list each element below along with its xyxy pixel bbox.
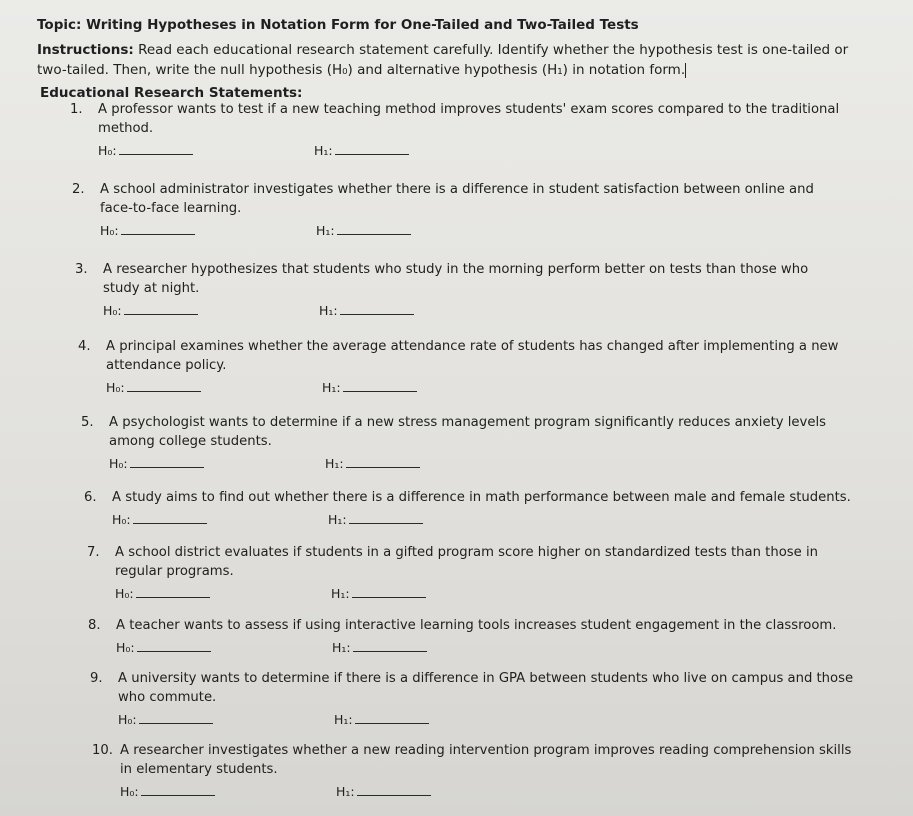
h1-field [314,141,409,160]
h0-blank[interactable] [124,314,198,315]
hypothesis-row [103,301,855,321]
h0-field [98,141,193,160]
h1-label: H₁: [336,784,355,799]
h1-field [332,638,427,657]
h0-blank[interactable] [137,651,211,652]
question-1 [70,100,850,161]
question-text-line1: A researcher hypothesizes that students who study in the morning perform better on tests than those who [103,262,809,277]
hypothesis-row [100,221,852,241]
h1-blank[interactable] [355,723,429,724]
h0-label: H₀: [106,380,125,395]
h1-blank[interactable] [335,154,409,155]
question-9 [90,669,880,730]
section-title: Educational Research Statements: [40,85,303,101]
hypothesis-row [98,141,850,161]
text-cursor [685,63,686,78]
h1-field [322,378,417,397]
h1-field [334,710,429,729]
h0-label: H₀: [109,456,128,471]
h0-label: H₀: [120,784,139,799]
instructions-text-line2: two-tailed. Then, write the null hypothesis (H₀) and alternative hypothesis (H₁) in notation form. [37,62,686,78]
question-text-line2: attendance policy. [106,358,227,373]
h0-label: H₀: [103,303,122,318]
question-text-line1: A psychologist wants to determine if a new stress management program significantly reduces anxiety levels [109,415,826,430]
h1-label: H₁: [328,512,347,527]
h1-field [336,782,431,801]
h1-label: H₁: [334,712,353,727]
question-number: 2. [72,182,85,197]
worksheet-header [37,16,857,102]
h1-blank[interactable] [346,467,420,468]
instructions-label: Instructions: [37,42,134,58]
question-text-line1: A study aims to find out whether there is a difference in math performance between male and female students. [112,490,851,505]
question-text-line2: study at night. [103,281,200,296]
question-text-line2: in elementary students. [120,762,278,777]
h1-blank[interactable] [352,597,426,598]
hypothesis-row [115,584,867,604]
question-number: 4. [78,339,91,354]
h0-field [112,510,207,529]
hypothesis-row [106,378,858,398]
h0-blank[interactable] [141,795,215,796]
h1-field [316,221,411,240]
h1-field [319,301,414,320]
h0-field [118,710,213,729]
h1-label: H₁: [331,586,350,601]
h0-blank[interactable] [136,597,210,598]
h1-blank[interactable] [343,391,417,392]
h1-blank[interactable] [337,234,411,235]
h0-blank[interactable] [139,723,213,724]
h0-blank[interactable] [133,523,207,524]
h0-field [100,221,195,240]
question-text-line2: who commute. [118,690,217,705]
h1-label: H₁: [314,143,333,158]
question-text-line1: A teacher wants to assess if using interactive learning tools increases student engagement in the classroom. [116,618,837,633]
h0-field [120,782,215,801]
topic-title: Topic: Writing Hypotheses in Notation Form for One-Tailed and Two-Tailed Tests [37,17,639,33]
question-text-line2: face-to-face learning. [100,201,242,216]
question-6 [84,488,884,530]
question-number: 10. [92,743,113,758]
question-number: 3. [75,262,88,277]
question-text-line2: among college students. [109,434,272,449]
h1-label: H₁: [322,380,341,395]
h1-label: H₁: [332,640,351,655]
question-number: 1. [70,102,83,117]
question-number: 9. [90,671,103,686]
h1-label: H₁: [316,223,335,238]
h1-label: H₁: [319,303,338,318]
question-7 [87,543,867,604]
question-10 [92,741,882,802]
h1-label: H₁: [325,456,344,471]
hypothesis-row [116,638,878,658]
h1-blank[interactable] [353,651,427,652]
h1-field [328,510,423,529]
h0-field [115,584,210,603]
h1-field [325,454,420,473]
question-number: 5. [81,415,94,430]
question-4 [78,337,858,398]
h0-blank[interactable] [119,154,193,155]
question-5 [81,413,861,474]
h1-blank[interactable] [357,795,431,796]
h0-label: H₀: [116,640,135,655]
h0-field [116,638,211,657]
h0-field [103,301,198,320]
h0-blank[interactable] [127,391,201,392]
h1-field [331,584,426,603]
question-text-line2: method. [98,121,154,136]
question-text-line1: A researcher investigates whether a new reading intervention program improves reading comprehension skills [120,743,852,758]
h0-label: H₀: [115,586,134,601]
question-text-line1: A principal examines whether the average attendance rate of students has changed after implementing a new [106,339,839,354]
h0-label: H₀: [100,223,119,238]
question-text-line1: A professor wants to test if a new teaching method improves students' exam scores compared to the traditional [98,102,840,117]
question-text-line1: A university wants to determine if there is a difference in GPA between students who live on campus and those [118,671,854,686]
hypothesis-row [109,454,861,474]
instructions-text-line1: Read each educational research statement carefully. Identify whether the hypothesis test is one-tailed or [133,42,849,58]
h1-blank[interactable] [349,523,423,524]
question-text-line1: A school administrator investigates whether there is a difference in student satisfaction between online and [100,182,814,197]
h0-label: H₀: [98,143,117,158]
hypothesis-row [112,510,884,530]
question-2 [72,180,852,241]
question-3 [75,260,855,321]
hypothesis-row [118,710,880,730]
question-number: 7. [87,545,100,560]
h0-field [106,378,201,397]
question-number: 8. [88,618,101,633]
instructions [37,40,857,80]
h0-blank[interactable] [130,467,204,468]
h0-label: H₀: [118,712,137,727]
h0-field [109,454,204,473]
h0-label: H₀: [112,512,131,527]
h0-blank[interactable] [121,234,195,235]
question-number: 6. [84,490,97,505]
question-8 [88,616,878,658]
question-text-line1: A school district evaluates if students in a gifted program score higher on standardized tests than those in [115,545,818,560]
h1-blank[interactable] [340,314,414,315]
question-text-line2: regular programs. [115,564,234,579]
hypothesis-row [120,782,882,802]
